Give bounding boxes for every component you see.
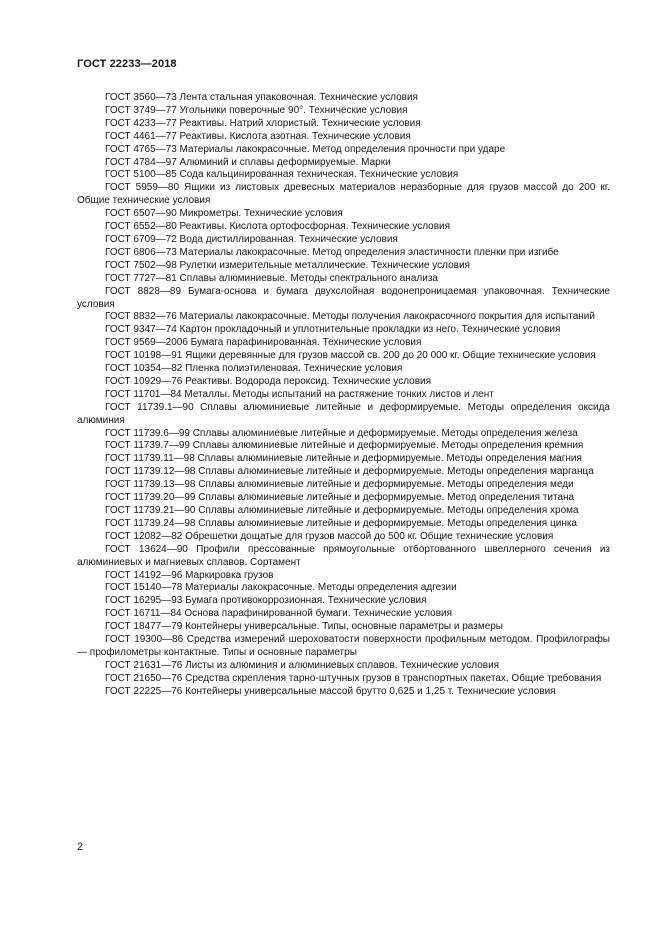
reference-item: ГОСТ 4784—97 Алюминий и сплавы деформируемые. Марки: [105, 156, 391, 168]
normative-references-list: [77, 92, 610, 699]
reference-item: ГОСТ 21631—76 Листы из алюминия и алюминиевых сплавов. Технические условия: [105, 659, 500, 671]
reference-item: ГОСТ 11739.20—99 Сплавы алюминиевые литейные и деформируемые. Метод определения титана: [105, 492, 575, 504]
reference-item: ГОСТ 14192—96 Маркировка грузов: [105, 569, 274, 581]
reference-item: ГОСТ 8832—76 Материалы лакокрасочные. Методы получения лакокрасочного покрытия для испытаний: [105, 311, 595, 323]
reference-item: ГОСТ 22225—76 Контейнеры универсальные массой брутто 0,625 и 1,25 т. Технические условия: [105, 685, 556, 697]
reference-item: ГОСТ 3749—77 Угольники поверочные 90°. Технические условия: [105, 104, 408, 116]
reference-item: ГОСТ 12082—82 Обрешетки дощатые для грузов массой до 500 кг. Общие технические условия: [105, 530, 554, 542]
reference-item: ГОСТ 6709—72 Вода дистиллированная. Технические условия: [105, 233, 398, 245]
reference-item: ГОСТ 18477—79 Контейнеры универсальные. Типы, основные параметры и размеры: [105, 621, 503, 633]
reference-item: ГОСТ 4233—77 Реактивы. Натрий хлористый. Технические условия: [105, 117, 421, 129]
reference-item: ГОСТ 21650—76 Средства скрепления тарно-штучных грузов в транспортных пакетах. Общие требования: [105, 672, 602, 684]
reference-item: ГОСТ 16295—93 Бумага противокоррозионная. Технические условия: [105, 595, 427, 607]
reference-item: ГОСТ 13624—90 Профили прессованные прямоугольные отбортованного швеллерного сечения из алюминиевых и магниевых сплавов. Сортамент: [77, 543, 610, 568]
reference-item: ГОСТ 11739.13—98 Сплавы алюминиевые литейные и деформируемые. Методы определения меди: [105, 479, 574, 491]
reference-item: ГОСТ 10354—82 Пленка полиэтиленовая. Технические условия: [105, 363, 403, 375]
reference-item: ГОСТ 3560—73 Лента стальная упаковочная. Технические условия: [105, 92, 418, 103]
reference-item: ГОСТ 6806—73 Материалы лакокрасочные. Метод определения эластичности пленки при изгибе: [105, 246, 559, 258]
reference-item: ГОСТ 9569—2006 Бумага парафинированная. Технические условия: [105, 337, 422, 349]
reference-item: ГОСТ 6552—80 Реактивы. Кислота ортофосфорная. Технические условия: [105, 221, 451, 233]
document-header: ГОСТ 22233—2018: [77, 58, 177, 70]
reference-item: ГОСТ 11739.6—99 Сплавы алюминиевые литейные и деформируемые. Методы определения железа: [105, 427, 578, 439]
reference-item: ГОСТ 11739.24—98 Сплавы алюминиевые литейные и деформируемые. Методы определения цинка: [105, 517, 577, 529]
reference-item: ГОСТ 8828—89 Бумага-основа и бумага двухслойная водонепроницаемая упаковочная. Технические условия: [77, 285, 610, 310]
reference-item: ГОСТ 11739.11—98 Сплавы алюминиевые литейные и деформируемые. Методы определения магния: [105, 453, 582, 465]
reference-item: ГОСТ 11739.21—90 Сплавы алюминиевые литейные и деформируемые. Методы определения хрома: [105, 505, 579, 516]
reference-item: ГОСТ 6507—90 Микрометры. Технические условия: [105, 208, 343, 220]
reference-item: ГОСТ 16711—84 Основа парафинированной бумаги. Технические условия: [105, 608, 453, 620]
reference-item: ГОСТ 11739.1—90 Сплавы алюминиевые литейные и деформируемые. Методы определения оксида алюминия: [77, 401, 610, 426]
reference-item: ГОСТ 4765—73 Материалы лакокрасочные. Метод определения прочности при ударе: [105, 143, 506, 155]
reference-item: ГОСТ 15140—78 Материалы лакокрасочные. Методы определения адгезии: [105, 582, 457, 594]
reference-item: ГОСТ 7727—81 Сплавы алюминиевые. Методы спектрального анализа: [105, 272, 438, 284]
reference-item: ГОСТ 10198—91 Ящики деревянные для грузов массой св. 200 до 20 000 кг. Общие технические условия: [105, 350, 596, 362]
reference-item: ГОСТ 11739.7—99 Сплавы алюминиевые литейные и деформируемые. Методы определения кремния: [105, 440, 584, 452]
reference-item: ГОСТ 5100—85 Сода кальцинированная техническая. Технические условия: [105, 169, 459, 181]
reference-item: ГОСТ 9347—74 Картон прокладочный и уплотнительные прокладки из него. Технические условия: [105, 324, 561, 336]
page-number: 2: [77, 841, 84, 853]
reference-item: ГОСТ 11701—84 Металлы. Методы испытаний на растяжение тонких листов и лент: [105, 388, 494, 400]
reference-item: ГОСТ 4461—77 Реактивы. Кислота азотная. Технические условия: [105, 130, 411, 142]
reference-item: ГОСТ 11739.12—98 Сплавы алюминиевые литейные и деформируемые. Методы определения марганца: [105, 466, 594, 478]
reference-item: ГОСТ 5959—80 Ящики из листовых древесных материалов неразборные для грузов массой до 200 кг. Общие технические условия: [77, 182, 610, 207]
reference-item: ГОСТ 19300—86 Средства измерений шероховатости поверхности профильным методом. Профилографы — профилометры контактные. Типы и основные параметры: [77, 634, 610, 658]
reference-item: ГОСТ 10929—76 Реактивы. Водорода пероксид. Технические условия: [105, 375, 432, 387]
reference-item: ГОСТ 7502—98 Рулетки измерительные металлические. Технические условия: [105, 259, 470, 271]
